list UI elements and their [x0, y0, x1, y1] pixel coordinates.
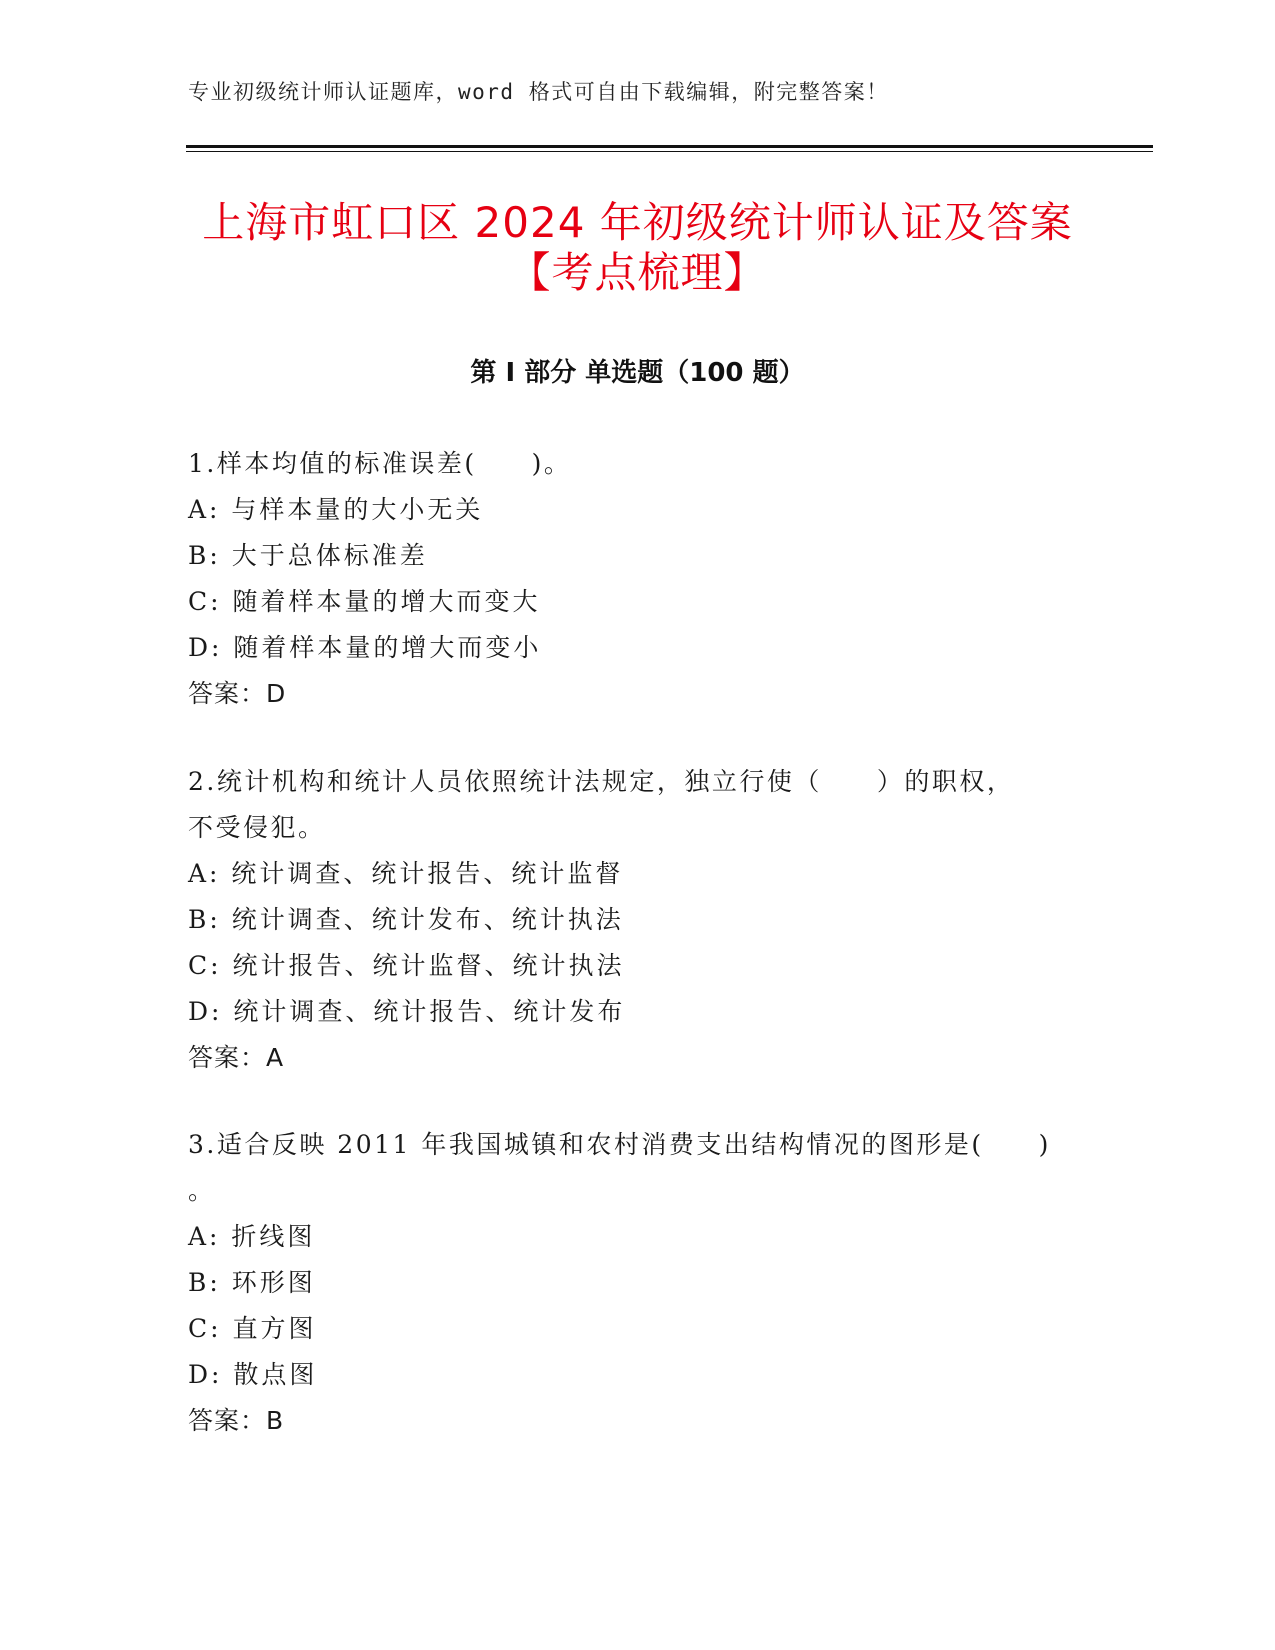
header-rule-thick — [186, 145, 1153, 148]
question-text: 3.适合反映 2011 年我国城镇和农村消费支出结构情况的图形是( ) — [188, 1130, 1051, 1159]
question-1 — [188, 441, 1088, 717]
option-b: B: 环形图 — [188, 1268, 316, 1297]
option-a: A: 与样本量的大小无关 — [188, 495, 484, 524]
option-a: A: 折线图 — [188, 1222, 316, 1251]
option-d: D: 随着样本量的增大而变小 — [188, 633, 542, 662]
answer: 答案：B — [188, 1406, 285, 1435]
header-rule-thin — [186, 151, 1153, 152]
document-title — [0, 198, 1275, 298]
option-c: C: 统计报告、统计监督、统计执法 — [188, 951, 625, 980]
section-heading: 第 I 部分 单选题（100 题） — [470, 358, 805, 388]
question-text-continued: 。 — [188, 1176, 216, 1205]
question-text: 2.统计机构和统计人员依照统计法规定，独立行使（ ）的职权， — [188, 767, 1015, 796]
question-2 — [188, 759, 1088, 1081]
option-d: D: 统计调查、统计报告、统计发布 — [188, 997, 626, 1026]
document-title-line-1: 上海市虹口区 2024 年初级统计师认证及答案 — [202, 198, 1073, 247]
option-b: B: 大于总体标准差 — [188, 541, 428, 570]
option-b: B: 统计调查、统计发布、统计执法 — [188, 905, 624, 934]
question-text-continued: 不受侵犯。 — [188, 813, 326, 842]
option-c: C: 直方图 — [188, 1314, 317, 1343]
option-d: D: 散点图 — [188, 1360, 318, 1389]
option-a: A: 统计调查、统计报告、统计监督 — [188, 859, 624, 888]
header-note: 专业初级统计师认证题库，word 格式可自由下载编辑，附完整答案！ — [188, 80, 889, 104]
answer: 答案：D — [188, 679, 287, 708]
answer: 答案：A — [188, 1043, 285, 1072]
document-title-line-2: 【考点梳理】 — [508, 248, 767, 297]
question-text: 1.样本均值的标准误差( )。 — [188, 449, 572, 478]
option-c: C: 随着样本量的增大而变大 — [188, 587, 541, 616]
question-3 — [188, 1122, 1088, 1444]
